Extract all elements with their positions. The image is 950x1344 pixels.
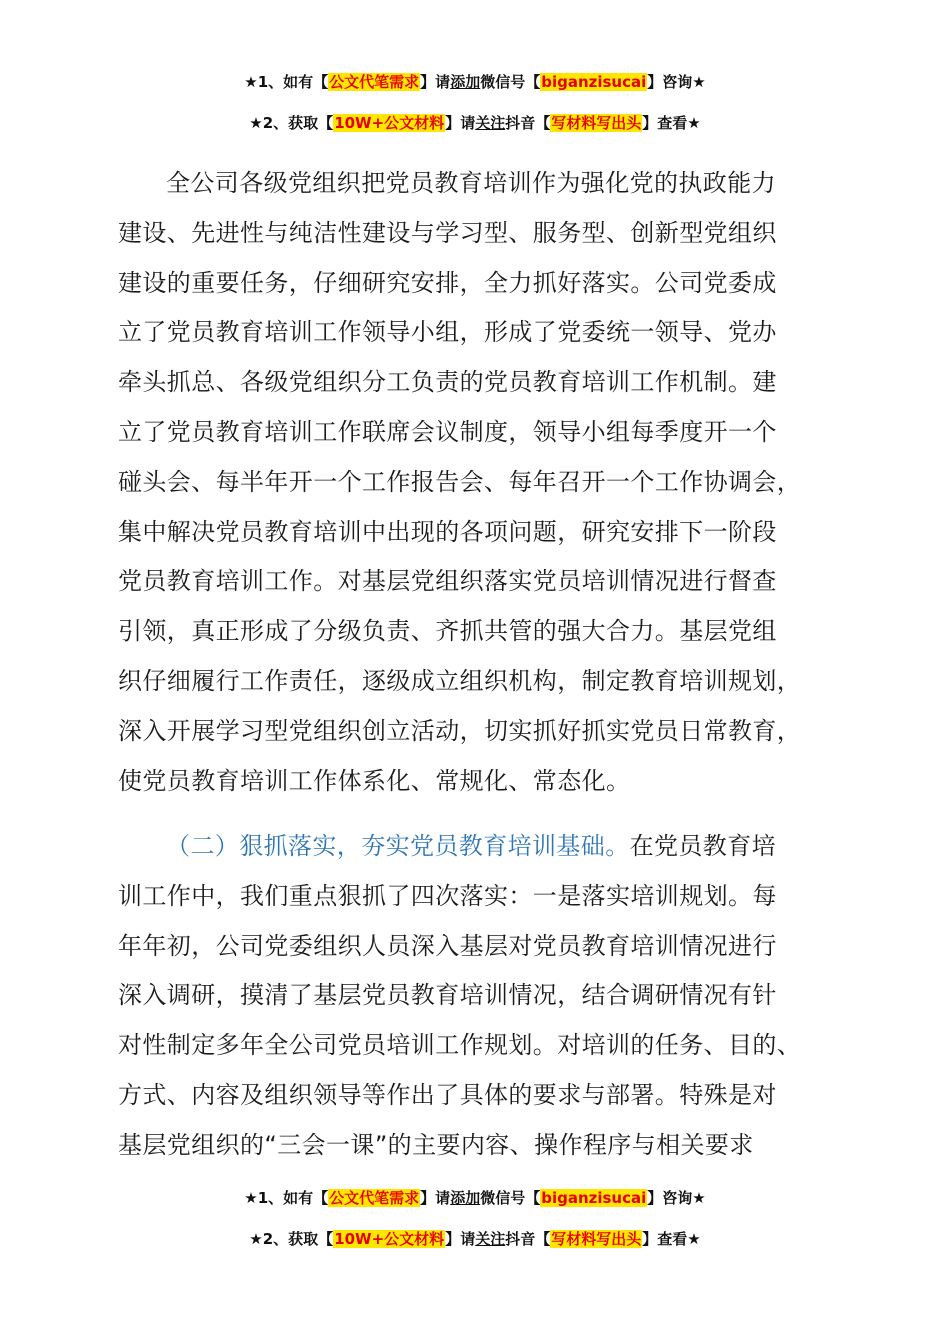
banner-text: 】查看★	[642, 114, 701, 132]
banner-text: 】请	[445, 114, 476, 132]
text-line: 织仔细履行工作责任，逐级成立组织机构，制定教育培训规划，	[118, 666, 802, 695]
banner-highlight: 公文代笔需求	[329, 1189, 420, 1207]
banner-text: 微信号【	[480, 73, 541, 91]
banner-highlight-wechat-id: biganzisucai	[541, 1189, 647, 1207]
banner-highlight: 公文代笔需求	[329, 73, 420, 91]
banner-text: ★2、获取【	[249, 1230, 334, 1248]
banner-highlight-douyin-id: 写材料写出头	[551, 1230, 642, 1248]
banner-text: 】咨询★	[647, 73, 706, 91]
text-line: 训工作中，我们重点狠抓了四次落实：一是落实培训规划。每	[118, 881, 777, 910]
text-line: 使党员教育培训工作体系化、常规化、常态化。	[118, 766, 631, 795]
section-heading: （二）狠抓落实，夯实党员教育培训基础。	[166, 832, 630, 860]
text-line: 全公司各级党组织把党员教育培训作为强化党的执政能力	[166, 169, 776, 197]
banner-text: 】请	[420, 73, 451, 91]
banner-emphasis: 关注	[475, 1230, 506, 1248]
banner-text: ★1、如有【	[244, 1189, 329, 1207]
header-banner-line-2	[0, 112, 950, 133]
banner-emphasis: 添加	[450, 1189, 481, 1207]
banner-text: 】查看★	[642, 1230, 701, 1248]
text-line: 建设、先进性与纯洁性建设与学习型、服务型、创新型党组织	[118, 218, 777, 247]
text-line: 集中解决党员教育培训中出现的各项问题，研究安排下一阶段	[118, 517, 777, 546]
text-line: 对性制定多年全公司党员培训工作规划。对培训的任务、目的、	[118, 1031, 802, 1060]
text-line: 建设的重要任务，仔细研究安排，全力抓好落实。公司党委成	[118, 268, 777, 297]
paragraph-2	[118, 822, 858, 1171]
banner-text: 】咨询★	[647, 1189, 706, 1207]
text-line: 年年初，公司党委组织人员深入基层对党员教育培训情况进行	[118, 931, 777, 960]
banner-emphasis: 关注	[475, 114, 506, 132]
banner-text: 抖音【	[505, 114, 551, 132]
header-banner-line-1	[0, 71, 950, 92]
text-line: 深入开展学习型党组织创立活动，切实抓好抓实党员日常教育，	[118, 716, 802, 745]
text-line	[118, 822, 858, 872]
text-line: 方式、内容及组织领导等作出了具体的要求与部署。特殊是对	[118, 1080, 777, 1109]
banner-text: 】请	[420, 1189, 451, 1207]
text-line: 深入调研，摸清了基层党员教育培训情况，结合调研情况有针	[118, 981, 777, 1010]
banner-highlight-douyin-id: 写材料写出头	[551, 114, 642, 132]
banner-text: 微信号【	[480, 1189, 541, 1207]
text-line: 碰头会、每半年开一个工作报告会、每年召开一个工作协调会，	[118, 467, 802, 496]
banner-text: ★2、获取【	[249, 114, 334, 132]
banner-text: 】请	[445, 1230, 476, 1248]
banner-text: ★1、如有【	[244, 73, 329, 91]
banner-highlight: 10W+公文材料	[334, 1230, 445, 1248]
text-line: 牵头抓总、各级党组织分工负责的党员教育培训工作机制。建	[118, 368, 777, 397]
footer-banner-line-2	[0, 1228, 950, 1249]
text-line: 引领，真正形成了分级负责、齐抓共管的强大合力。基层党组	[118, 617, 777, 646]
footer-banner-line-1	[0, 1187, 950, 1208]
banner-emphasis: 添加	[450, 73, 481, 91]
paragraph-1	[118, 159, 858, 806]
text-line: 党员教育培训工作。对基层党组织落实党员培训情况进行督查	[118, 567, 777, 596]
banner-text: 抖音【	[505, 1230, 551, 1248]
banner-highlight: 10W+公文材料	[334, 114, 445, 132]
banner-highlight-wechat-id: biganzisucai	[541, 73, 647, 91]
text-line: 立了党员教育培训工作联席会议制度，领导小组每季度开一个	[118, 417, 777, 446]
text-line-rest: 在党员教育培	[629, 832, 777, 860]
text-line: 立了党员教育培训工作领导小组，形成了党委统一领导、党办	[118, 318, 777, 347]
text-line: 基层党组织的“三会一课”的主要内容、操作程序与相关要求	[118, 1130, 754, 1159]
